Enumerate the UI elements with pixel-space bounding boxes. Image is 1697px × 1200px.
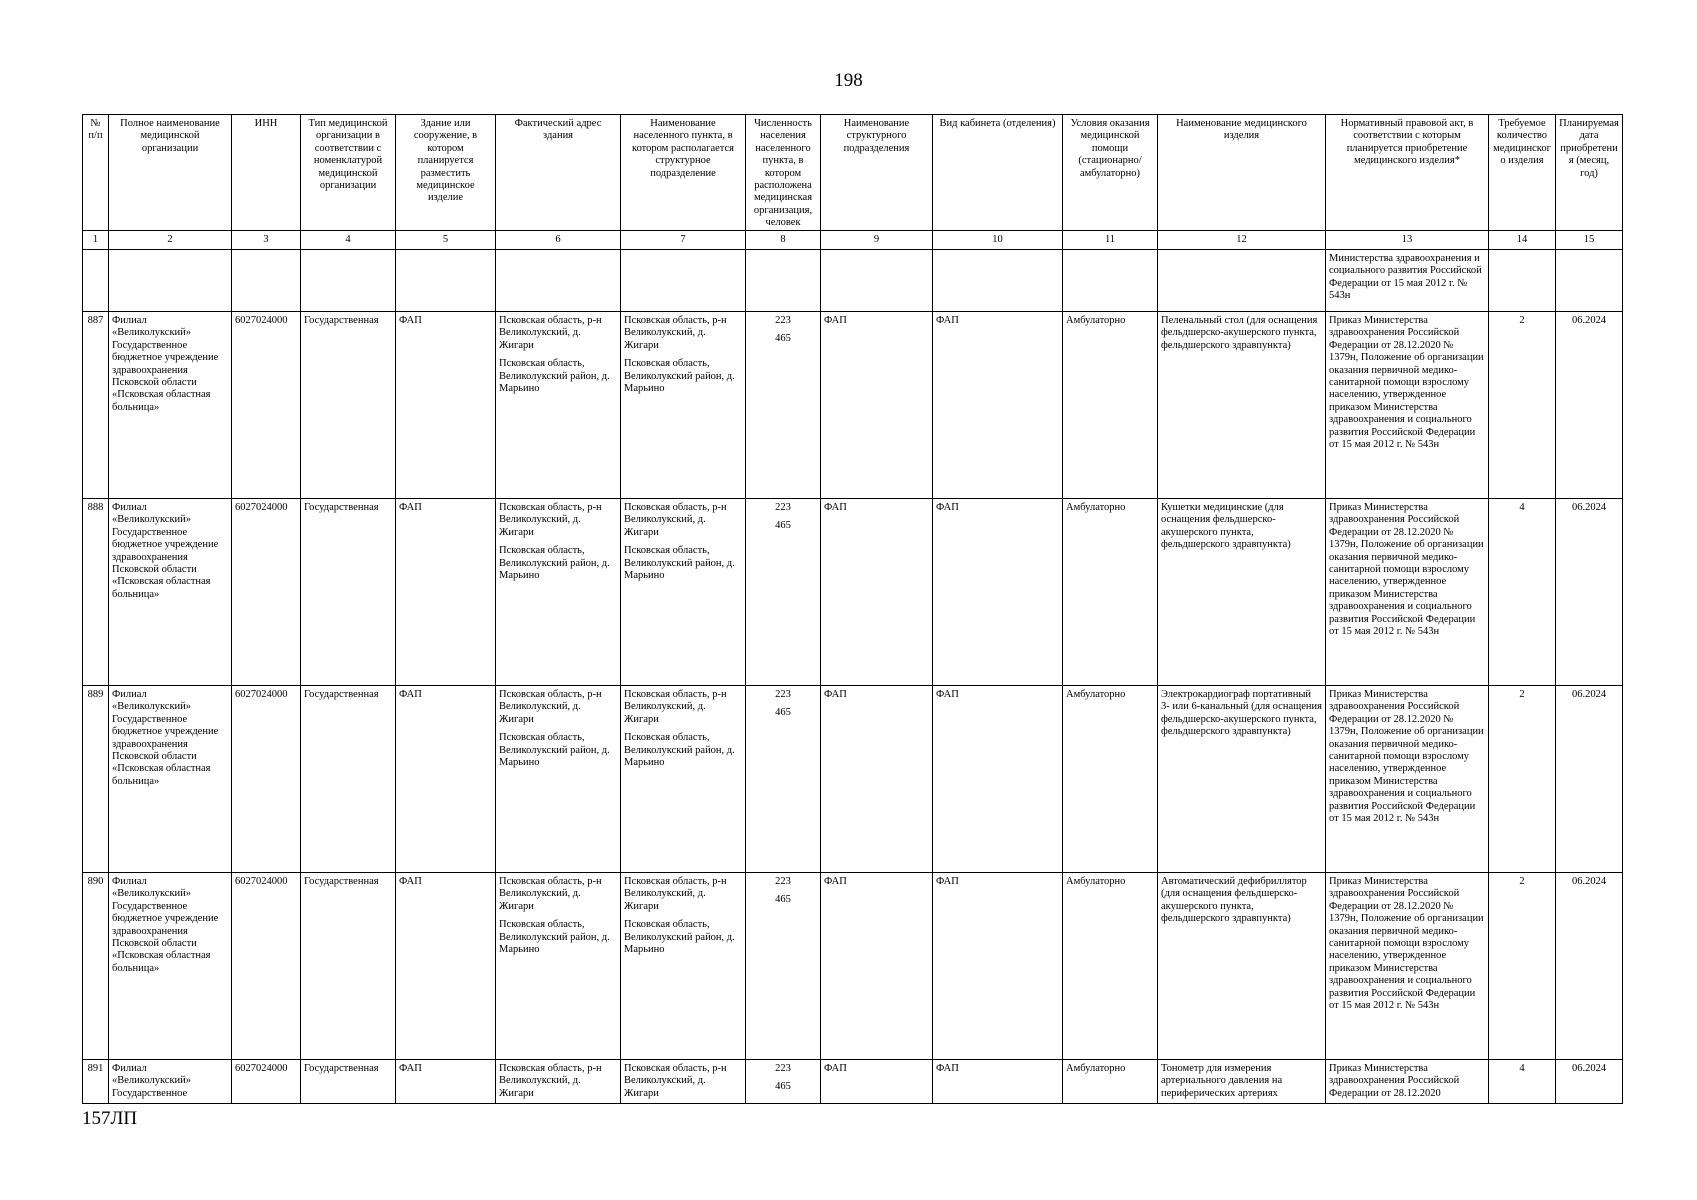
purchase-date: 06.2024 — [1556, 499, 1623, 686]
org-name: Филиал «Великолукский» Государственное бюджетное учреждение здравоохранения Псковской области «Псковская областная больница» — [109, 312, 232, 499]
legal-act-text: Приказ Министерства здравоохранения Российской Федерации от 28.12.2020 № 1379н, Положение об организации оказания первичной медико-санитарной помощи взрослому населению, утвержденное приказом Министерства здравоохранения и социального развития Российской Федерации от 15 мая 2012 г. № 543н — [1329, 876, 1484, 1012]
population-2: 465 — [775, 707, 791, 719]
structural-unit: ФАП — [821, 686, 933, 873]
address-1: Псковская область, р-н Великолукский, д. Жигари — [499, 876, 602, 912]
building: ФАП — [396, 312, 496, 499]
address-1: Псковская область, р-н Великолукский, д. Жигари — [499, 1063, 602, 1099]
row-number: 891 — [83, 1060, 109, 1104]
column-number-cell: 5 — [396, 231, 496, 250]
care-conditions: Амбулаторно — [1063, 499, 1158, 686]
org-type: Государственная — [301, 686, 396, 873]
actual-address — [496, 873, 621, 1060]
column-number-cell: 9 — [821, 231, 933, 250]
address-2: Псковская область, Великолукский район, д. Марьино — [499, 919, 610, 956]
structural-unit: ФАП — [821, 312, 933, 499]
device-name: Электрокардиограф портативный 3- или 6-канальный (для оснащения фельдшерско-акушерского пункта, фельдшерского здравпункта) — [1158, 686, 1326, 873]
table-row — [83, 873, 1623, 1060]
locality-1: Псковская область, р-н Великолукский, д. Жигари — [624, 315, 727, 351]
population — [746, 873, 821, 1060]
inn: 6027024000 — [232, 686, 301, 873]
locality-1: Псковская область, р-н Великолукский, д. Жигари — [624, 502, 727, 538]
locality-1: Псковская область, р-н Великолукский, д. Жигари — [624, 689, 727, 725]
legal-act — [1326, 312, 1489, 499]
locality-1: Псковская область, р-н Великолукский, д. Жигари — [624, 1063, 727, 1099]
locality-2: Псковская область, Великолукский район, д. Марьино — [624, 545, 735, 582]
device-name: Кушетки медицинские (для оснащения фельдшерско-акушерского пункта, фельдшерского здравпункта) — [1158, 499, 1326, 686]
purchase-date: 06.2024 — [1556, 873, 1623, 1060]
column-number-cell: 14 — [1489, 231, 1556, 250]
population-1: 223 — [775, 876, 791, 887]
address-1: Псковская область, р-н Великолукский, д. Жигари — [499, 502, 602, 538]
table-row — [83, 1060, 1623, 1104]
registry-table — [82, 114, 1623, 1104]
address-2: Псковская область, Великолукский район, д. Марьино — [499, 358, 610, 395]
address-1: Псковская область, р-н Великолукский, д. Жигари — [499, 689, 602, 725]
population-2: 465 — [775, 520, 791, 532]
purchase-date: 06.2024 — [1556, 1060, 1623, 1104]
column-number-cell: 3 — [232, 231, 301, 250]
population — [746, 499, 821, 686]
address-2: Псковская область, Великолукский район, д. Марьино — [499, 545, 610, 582]
device-name: Автоматический дефибриллятор (для оснащения фельдшерско-акушерского пункта, фельдшерского здравпункта) — [1158, 873, 1326, 1060]
care-conditions: Амбулаторно — [1063, 312, 1158, 499]
purchase-date: 06.2024 — [1556, 686, 1623, 873]
quantity: 4 — [1489, 499, 1556, 686]
legal-act-text: Приказ Министерства здравоохранения Российской Федерации от 28.12.2020 № 1379н, Положение об организации оказания первичной медико-санитарной помощи взрослому населению, утвержденное приказом Министерства здравоохранения и социального развития Российской Федерации от 15 мая 2012 г. № 543н — [1329, 689, 1484, 825]
legal-act — [1326, 686, 1489, 873]
actual-address — [496, 1060, 621, 1104]
actual-address — [496, 312, 621, 499]
header-cell: Фактический адрес здания — [496, 115, 621, 231]
locality-1: Псковская область, р-н Великолукский, д. Жигари — [624, 876, 727, 912]
continuation-row — [83, 250, 1623, 312]
quantity: 2 — [1489, 686, 1556, 873]
locality — [621, 312, 746, 499]
care-conditions: Амбулаторно — [1063, 1060, 1158, 1104]
legal-act-text: Приказ Министерства здравоохранения Российской Федерации от 28.12.2020 № 1379н, Положение об организации оказания первичной медико-санитарной помощи взрослому населению, утвержденное приказом Министерства здравоохранения и социального развития Российской Федерации от 15 мая 2012 г. № 543н — [1329, 315, 1484, 451]
org-type: Государственная — [301, 499, 396, 686]
column-number-cell: 10 — [933, 231, 1063, 250]
org-name: Филиал «Великолукский» Государственное — [109, 1060, 232, 1104]
legal-act — [1326, 499, 1489, 686]
structural-unit: ФАП — [821, 499, 933, 686]
header-cell: Наименование структурного подразделения — [821, 115, 933, 231]
structural-unit: ФАП — [821, 873, 933, 1060]
header-cell: Полное наименование медицинской организации — [109, 115, 232, 231]
locality-2: Псковская область, Великолукский район, д. Марьино — [624, 358, 735, 395]
header-cell: Наименование медицинского изделия — [1158, 115, 1326, 231]
cabinet-type: ФАП — [933, 686, 1063, 873]
purchase-date: 06.2024 — [1556, 312, 1623, 499]
header-cell: Здание или сооружение, в котором планируется разместить медицинское изделие — [396, 115, 496, 231]
column-number-cell: 6 — [496, 231, 621, 250]
header-cell: ИНН — [232, 115, 301, 231]
header-cell: Наименование населенного пункта, в котором располагается структурное подразделение — [621, 115, 746, 231]
cabinet-type: ФАП — [933, 499, 1063, 686]
table-row — [83, 312, 1623, 499]
header-cell: Вид кабинета (отделения) — [933, 115, 1063, 231]
building: ФАП — [396, 1060, 496, 1104]
population-2: 465 — [775, 333, 791, 345]
column-number-cell: 2 — [109, 231, 232, 250]
building: ФАП — [396, 873, 496, 1060]
locality — [621, 499, 746, 686]
row-number: 889 — [83, 686, 109, 873]
population — [746, 1060, 821, 1104]
header-cell: Тип медицинской организации в соответствии с номенклатурой медицинской организации — [301, 115, 396, 231]
table-row — [83, 686, 1623, 873]
column-number-cell: 1 — [83, 231, 109, 250]
structural-unit: ФАП — [821, 1060, 933, 1104]
locality-2: Псковская область, Великолукский район, д. Марьино — [624, 919, 735, 956]
quantity: 2 — [1489, 312, 1556, 499]
actual-address — [496, 686, 621, 873]
header-cell: Нормативный правовой акт, в соответствии с которым планируется приобретение медицинского изделия* — [1326, 115, 1489, 231]
cabinet-type: ФАП — [933, 312, 1063, 499]
population — [746, 312, 821, 499]
population — [746, 686, 821, 873]
header-cell: № п/п — [83, 115, 109, 231]
column-number-cell: 15 — [1556, 231, 1623, 250]
building: ФАП — [396, 686, 496, 873]
column-number-cell: 4 — [301, 231, 396, 250]
header-row — [83, 115, 1623, 231]
legal-act-text: Приказ Министерства здравоохранения Российской Федерации от 28.12.2020 № 1379н, Положение об организации оказания первичной медико-санитарной помощи взрослому населению, утвержденное приказом Министерства здравоохранения и социального развития Российской Федерации от 15 мая 2012 г. № 543н — [1329, 502, 1484, 638]
org-name: Филиал «Великолукский» Государственное бюджетное учреждение здравоохранения Псковской области «Псковская областная больница» — [109, 499, 232, 686]
population-2: 465 — [775, 1081, 791, 1093]
actual-address — [496, 499, 621, 686]
address-2: Псковская область, Великолукский район, д. Марьино — [499, 732, 610, 769]
locality — [621, 873, 746, 1060]
header-cell: Требуемое количество медицинского изделия — [1489, 115, 1556, 231]
column-number-cell: 11 — [1063, 231, 1158, 250]
column-number-cell: 8 — [746, 231, 821, 250]
inn: 6027024000 — [232, 312, 301, 499]
address-1: Псковская область, р-н Великолукский, д. Жигари — [499, 315, 602, 351]
column-number-row — [83, 231, 1623, 250]
cabinet-type: ФАП — [933, 1060, 1063, 1104]
population-1: 223 — [775, 1063, 791, 1074]
row-number: 890 — [83, 873, 109, 1060]
org-name: Филиал «Великолукский» Государственное бюджетное учреждение здравоохранения Псковской области «Псковская областная больница» — [109, 686, 232, 873]
column-number-cell: 7 — [621, 231, 746, 250]
column-number-cell: 13 — [1326, 231, 1489, 250]
org-type: Государственная — [301, 312, 396, 499]
org-name: Филиал «Великолукский» Государственное бюджетное учреждение здравоохранения Псковской области «Псковская областная больница» — [109, 873, 232, 1060]
page-number: 198 — [834, 70, 863, 91]
continuation-act: Министерства здравоохранения и социального развития Российской Федерации от 15 мая 2012 г. № 543н — [1326, 250, 1489, 312]
column-number-cell: 12 — [1158, 231, 1326, 250]
row-number: 888 — [83, 499, 109, 686]
row-number: 887 — [83, 312, 109, 499]
quantity: 2 — [1489, 873, 1556, 1060]
locality — [621, 686, 746, 873]
legal-act — [1326, 1060, 1489, 1104]
cabinet-type: ФАП — [933, 873, 1063, 1060]
population-1: 223 — [775, 689, 791, 700]
population-1: 223 — [775, 502, 791, 513]
footer-code: 157ЛП — [82, 1108, 138, 1129]
locality-2: Псковская область, Великолукский район, д. Марьино — [624, 732, 735, 769]
inn: 6027024000 — [232, 873, 301, 1060]
inn: 6027024000 — [232, 499, 301, 686]
locality — [621, 1060, 746, 1104]
population-2: 465 — [775, 894, 791, 906]
care-conditions: Амбулаторно — [1063, 686, 1158, 873]
building: ФАП — [396, 499, 496, 686]
header-cell: Условия оказания медицинской помощи (стационарно/ амбулаторно) — [1063, 115, 1158, 231]
care-conditions: Амбулаторно — [1063, 873, 1158, 1060]
population-1: 223 — [775, 315, 791, 326]
table-row — [83, 499, 1623, 686]
device-name: Тонометр для измерения артериального давления на периферических артериях — [1158, 1060, 1326, 1104]
inn: 6027024000 — [232, 1060, 301, 1104]
legal-act-text: Приказ Министерства здравоохранения Российской Федерации от 28.12.2020 — [1329, 1063, 1460, 1099]
header-cell: Планируемая дата приобретения (месяц, год) — [1556, 115, 1623, 231]
quantity: 4 — [1489, 1060, 1556, 1104]
header-cell: Численность населения населенного пункта, в котором расположена медицинская организация, человек — [746, 115, 821, 231]
device-name: Пеленальный стол (для оснащения фельдшерско-акушерского пункта, фельдшерского здравпункта) — [1158, 312, 1326, 499]
org-type: Государственная — [301, 873, 396, 1060]
org-type: Государственная — [301, 1060, 396, 1104]
legal-act — [1326, 873, 1489, 1060]
